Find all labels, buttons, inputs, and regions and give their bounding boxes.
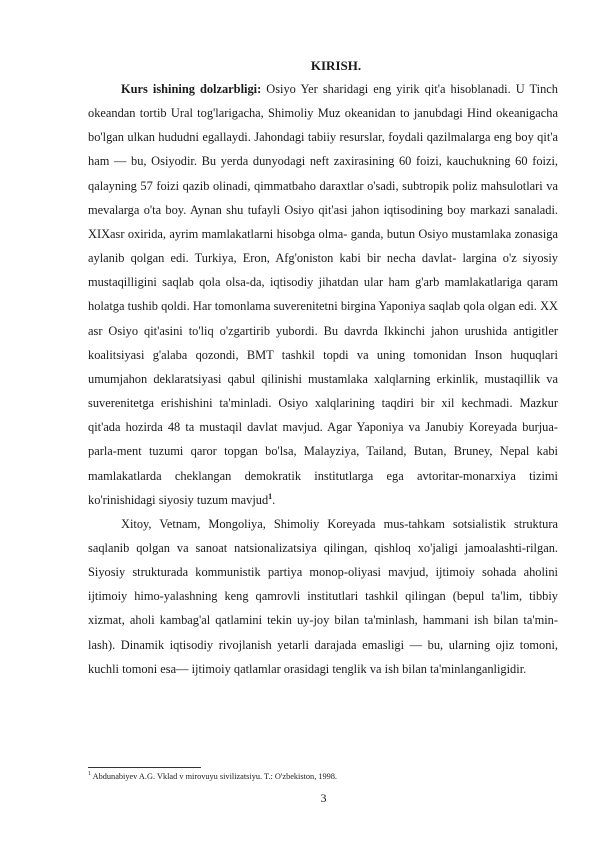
paragraph-socialist-countries: Xitoy, Vetnam, Mongoliya, Shimoliy Koreyada mus-tahkam sotsialistik struktura saqlanib qolgan va sanoat natsionalizatsiya qilingan, qishloq xo'jaligi jamoalashti-rilgan. Siyosiy strukturada kommunistik partiya monop-oliyasi mavjud, ijtimoiy sohada aholini ijtimoiy himo-yalashning keng qamrovli institutlari tashkil qilingan (bepul ta'lim, tibbiy xizmat, aholi kambag'al qatlamini tekin uy-joy bilan ta'minlash, hammani ish bilan ta'min-lash). Dinamik iqtisodiy rivojlanish yetarli darajada emasligi — bu, ularning ojiz tomoni, kuchli tomoni esa— ijtimoiy qatlamlar orasidagi tenglik va ish bilan ta'minlanganligidir. [88,516,558,676]
page-number: 3 [320,791,327,805]
page-title: KIRISH. [310,58,362,73]
document-body [88,57,558,681]
footnote-reference[interactable]: 1 [268,491,273,501]
footnote-marker: 1 [88,771,91,778]
footnote-text: Abdunabiyev A.G. Vklad v mirovuyu sivilizatsiyu. T.: O'zbekiston, 1998. [91,772,338,781]
footnote [88,771,558,782]
paragraph-end: . [272,492,276,507]
paragraph-lead: Kurs ishining dolzarbligi: [121,82,262,96]
footnote-divider [88,767,201,768]
paragraph-relevance [88,77,558,512]
paragraph-text: Osiyo Yer sharidagi eng yirik qit'a hisoblanadi. U Tinch okeandan tortib Ural tog'larigacha, Shimoliy Muz okeanidan to janubdagi Hind okeanigacha bo'lgan ulkan hududni egallaydi. Jahondagi tabiiy resurslar, foydali qazilmalarga eng boy qit'a ham — bu, Osiyodir. Bu yerda dunyodagi neft zaxirasining 60 foizi, kauchukning 60 foizi, qalayning 57 foizi qazib olinadi, qimmatbaho daraxtlar o'sadi, subtropik poliz mahsulotlari va mevalarga o'ta boy. Aynan shu tufayli Osiyo qit'asi jahon iqtisodining boy markazi sanaladi. XIXasr oxirida, ayrim mamlakatlarni hisobga olma- ganda, butun Osiyo mustamlaka zonasiga aylanib qolgan edi. Turkiya, Eron, Afg'oniston kabi bir necha davlat- largina o'z siyosiy mustaqilligini saqlab qola olsa-da, iqtisodiy jihatdan ular ham g'arb mamlakatlariga qaram holatga tushib qoldi. Har tomonlama suverenitetni birgina Yaponiya saqlab qola olgan edi. XX asr Osiyo qit'asini to'liq o'zgartirib yubordi. Bu davrda Ikkinchi jahon urushida antigitler koalitsiyasi g'alaba qozondi, BMT tashkil topdi va uning tomonidan Inson huquqlari umumjahon deklaratsiyasi qabul qilinishi mustamlaka xalqlarning erkinlik, mustaqillik va suverenitetga erishishini ta'minladi. Osiyo xalqlarining taqdiri bir xil kechmadi. Mazkur qit'ada hozirda 48 ta mustaqil davlat mavjud. Agar Yaponiya va Janubiy Koreyada burjua-parla-ment tuzumi qaror topgan bo'lsa, Malayziya, Tailand, Butan, Bruney, Nepal kabi mamlakatlarda cheklangan demokratik institutlarga ega avtoritar-monarxiya tizimi ko'rinishidagi siyosiy tuzum mavjud [88,82,558,507]
